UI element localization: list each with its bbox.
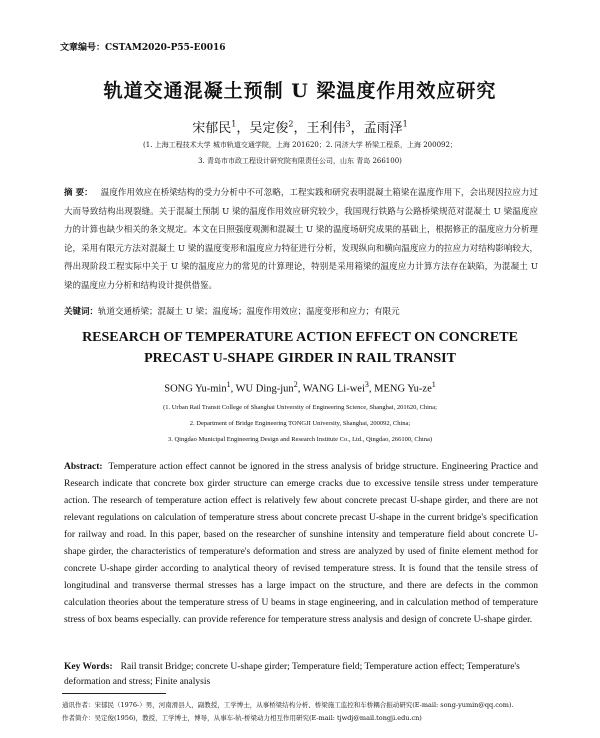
english-affiliation-line-1: (1. Urban Rail Transit College of Shanghai University of Engineering Science, Shanghai, 201620, China; [163,404,437,411]
english-keywords [64,660,538,690]
chinese-affiliation-line-2: 3. 青岛市市政工程设计研究院有限责任公司，山东 青岛 266100) [198,157,402,165]
english-keywords-text: Rail transit Bridge; concrete U-shape girder; Temperature field; Temperature action effect; Temperature's deformation and stress; Finite analysis [64,662,520,687]
english-title-line-1: RESEARCH OF TEMPERATURE ACTION EFFECT ON CONCRETE [82,330,518,345]
affiliation-mark: 1 [431,380,436,389]
author-name: WANG Li-wei [302,383,365,395]
chinese-abstract [64,184,538,295]
english-affiliation-line-3: 3. Qingdao Municipal Engineering Design and Research Institute Co., Ltd., Qingdao, 266100, China) [167,436,433,443]
author-name: MENG Yu-ze [374,383,432,395]
english-authors: SONG $Yu-\min^1$, WU Ding-jun$^2$, WANG Li-wei$^3$, MENG $Yu-ze^1$ [164,380,436,395]
author-name: WU Ding-jun [235,383,294,395]
footnote-corresponding-author: 通讯作者：宋郁民（1976-）男，河南滑县人，副教授，工学博士，从事桥梁结构分析、桥梁施工监控和车桥耦合振动研究(E-mail: song-yumin@qq.com). [62,701,514,709]
author-name: 吴定俊 [249,121,289,136]
chinese-keywords-label: 关键词： [64,307,99,317]
author-name: 孟雨泽 [363,121,403,136]
footnote-divider [62,693,166,694]
chinese-keywords [64,305,538,317]
affiliation-mark: 1 [231,119,237,129]
chinese-affiliation-line-1: (1. 上海工程技术大学 城市轨道交通学院，上海 201620；2. 同济大学 桥梁工程系，上海 200092； [143,141,457,149]
document-number: 文章编号：CSTAM2020-P55-E0016 [60,43,226,53]
affiliation-mark: 2 [293,380,298,389]
chinese-abstract-text: 温度作用效应在桥梁结构的受力分析中不可忽略，工程实践和研究表明混凝土箱梁在温度作用下，会出现因拉应力过大而导致结构出现裂缝。关于混凝土预制 U 梁的温度作用效应研究较少，我国现行铁路与公路桥梁规范对混凝土 U 梁温度应力的计算也缺少相关的条文规定。本文在日照强度观测和混凝土 U 梁的温度场研究成果的基础上，根据修正的温度应力分析理论，采用有限元方法对混凝土 U 梁的温度变形和温度应力特征进行分析，发现纵向和横向温度应力的拉应力对结构影响较大，得出现阶段工程实际中关于 U 梁的温度应力的常见的计算理论，特别是采用箱梁的温度应力计算方法存在缺陷，为混凝土 U 梁的温度应力分析和结构设计提供借鉴。 [64,188,538,291]
english-title [0,327,600,369]
english-keywords-label: Key Words: [64,662,113,672]
english-abstract-text: Temperature action effect cannot be ignored in the stress analysis of bridge structure. Engineering Practice and Research indicate that concrete box girder structure can emerge cracks due to excessive tensile stress under temperature action. The research of temperature action effect is relatively few about concrete precast U-shape girder, and there are not relevant regulations on calculation of temperature stress about concrete precast U-shape in the current bridge's specification for railway and road. In this paper, based on the researcher of sunshine intensity and temperature field about concrete U-shape girder, the characteristics of temperature's deformation and stress are analyzed by used of finite element method for concrete U-shape girder according to analytical theory of revised temperature stress. It is found that the tensile stress of longitudinal and transverse thermal stresses has a large impact on the structure, and there are defects in the common calculation theories about the temperature stress of U beams in stage engineering, and in calculation method of temperature stress of box beams especially. can provide reference for temperature stress analysis and design of concrete U-shape girder. [64,462,538,625]
footnote-author-bio: 作者简介：吴定俊(1956)，教授，工学博士，博导，从事车-轨-桥梁动力相互作用研究(E-mail: tjwdj@mail.tongji.edu.cn) [62,714,422,722]
chinese-keywords-text: 轨道交通桥梁；混凝土 U 梁；温度场；温度作用效应；温度变形和应力；有限元 [98,307,400,317]
chinese-abstract-label: 摘 要： [64,188,93,198]
chinese-authors: 宋郁民$^1$，吴定俊$^2$，王利伟$^3$，孟雨泽$^1$ [192,119,408,136]
affiliation-mark: 2 [288,119,294,129]
author-name: SONG Yu-min [164,383,227,395]
english-abstract-label: Abstract: [64,462,103,472]
affiliation-mark: 3 [364,380,369,389]
author-name: 宋郁民 [192,121,232,136]
english-abstract [64,459,538,629]
author-name: 王利伟 [306,121,346,136]
english-title-line-2: PRECAST U-SHAPE GIRDER IN RAIL TRANSIT [144,351,456,366]
affiliation-mark: 1 [402,119,408,129]
english-affiliation-line-2: 2. Department of Bridge Engineering TONGJI University, Shanghai, 200092, China; [189,420,411,427]
chinese-title: 轨道交通混凝土预制 U 梁温度作用效应研究 [103,80,497,102]
affiliation-mark: 1 [226,380,231,389]
affiliation-mark: 3 [345,119,351,129]
